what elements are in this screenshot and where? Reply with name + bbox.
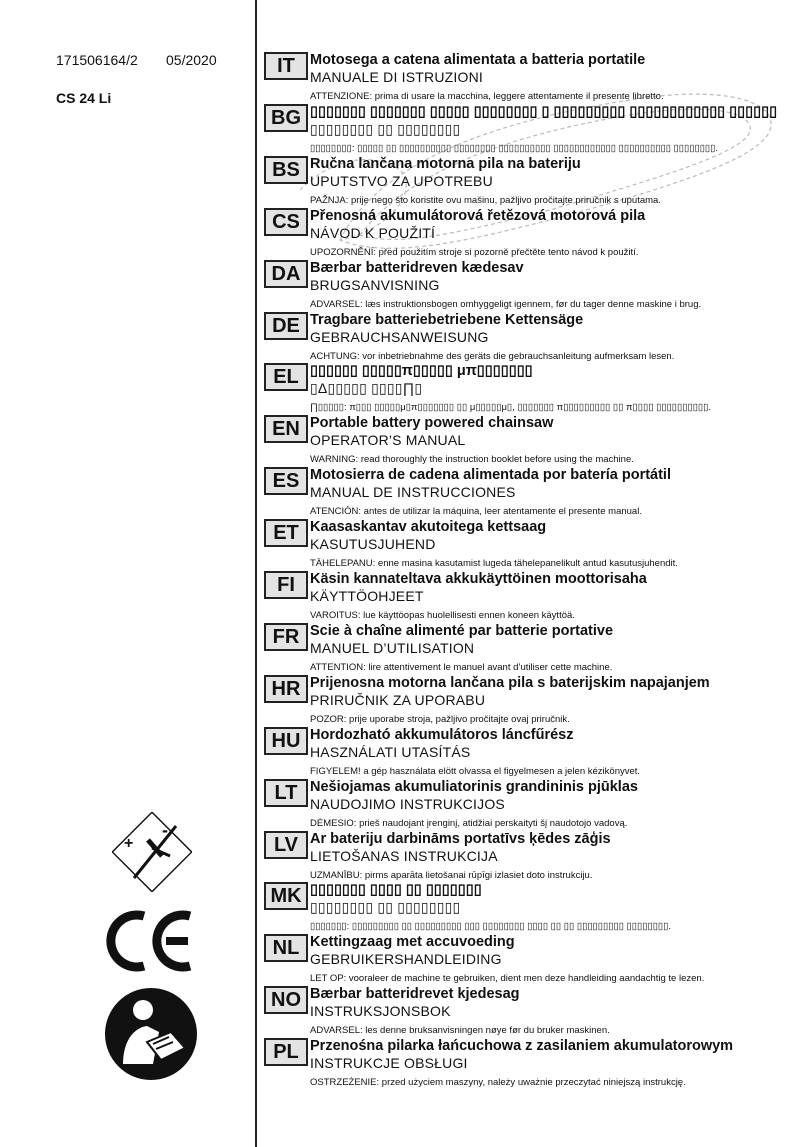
product-title: Motosega a catena alimentata a batteria portatile [310, 52, 646, 68]
product-title: Przenośna pilarka łańcuchowa z zasilaniem akumulatorowym [310, 1038, 734, 1054]
language-code-badge: PL [264, 1038, 308, 1066]
divider-line [255, 0, 257, 1147]
read-manual-icon [103, 986, 199, 1082]
battery-polarity-icon [112, 812, 192, 892]
language-code-badge: ET [264, 519, 308, 547]
language-code-badge: DA [264, 260, 308, 288]
manual-subtitle: ▯▯▯▯▯▯▯▯ ▯▯ ▯▯▯▯▯▯▯▯ [310, 121, 461, 137]
language-code-badge: EN [264, 415, 308, 443]
warning-text: FIGYELEM! a gép használata elött olvassa el figyelmesen a jelen kézikönyvet. [310, 766, 641, 777]
language-code-badge: BG [264, 104, 308, 132]
language-code-badge: CS [264, 208, 308, 236]
warning-text: ATENCIÓN: antes de utilizar la máquina, leer atentamente el presente manual. [310, 506, 642, 517]
language-code-badge: MK [264, 882, 308, 910]
warning-text: TÄHELEPANU: enne masina kasutamist lugeda tähelepanelikult antud kasutusjuhendit. [310, 558, 678, 569]
warning-text: ▯▯▯▯▯▯▯: ▯▯▯▯▯▯▯▯▯ ▯▯ ▯▯▯▯▯▯▯▯▯ ▯▯▯ ▯▯▯▯▯▯▯▯ ▯▯▯▯ ▯▯ ▯▯ ▯▯▯▯▯▯▯▯▯ ▯▯▯▯▯▯▯▯. [310, 921, 672, 932]
language-code-badge: HR [264, 675, 308, 703]
warning-text: DĖMESIO: prieš naudojant įrenginį, atidžiai perskaityti šį naudotojo vadovą. [310, 818, 628, 829]
language-code-badge: LT [264, 779, 308, 807]
manual-subtitle: UPUTSTVO ZA UPOTREBU [310, 173, 493, 189]
manual-subtitle: ▯▯▯▯▯▯▯▯ ▯▯ ▯▯▯▯▯▯▯▯ [310, 899, 461, 915]
product-title: Motosierra de cadena alimentada por batería portátil [310, 467, 671, 483]
manual-subtitle: NAUDOJIMO INSTRUKCIJOS [310, 796, 505, 812]
language-code-badge: BS [264, 156, 308, 184]
manual-subtitle: INSTRUKSJONSBOK [310, 1003, 451, 1019]
language-code-badge: FI [264, 571, 308, 599]
manual-subtitle: MANUALE DI ISTRUZIONI [310, 69, 483, 85]
warning-text: ▯▯▯▯▯▯▯▯: ▯▯▯▯▯ ▯▯ ▯▯▯▯▯▯▯▯▯▯ ▯▯▯▯▯▯▯▯ ▯▯▯▯▯▯▯▯▯▯ ▯▯▯▯▯▯▯▯▯▯▯▯ ▯▯▯▯▯▯▯▯▯▯ ▯▯▯▯▯▯▯▯. [310, 143, 719, 154]
product-title: Přenosná akumulátorová řetězová motorová pila [310, 208, 646, 224]
manual-subtitle: PRIRUČNIK ZA UPORABU [310, 692, 486, 708]
manual-subtitle: OPERATOR’S MANUAL [310, 432, 466, 448]
product-title: Bærbar batteridreven kædesav [310, 260, 524, 276]
manual-subtitle: MANUAL DE INSTRUCCIONES [310, 484, 516, 500]
warning-text: WARNING: read thoroughly the instruction booklet before using the machine. [310, 454, 634, 465]
warning-text: UPOZORNĚNÍ: před použitím stroje si pozorně přečtěte tento návod k použití. [310, 247, 639, 258]
product-title: Ručna lančana motorna pila na bateriju [310, 156, 581, 172]
language-code-badge: ES [264, 467, 308, 495]
product-title: Portable battery powered chainsaw [310, 415, 554, 431]
product-title: Scie à chaîne alimenté par batterie portative [310, 623, 614, 639]
language-code-badge: DE [264, 312, 308, 340]
product-title: ▯▯▯▯▯▯▯ ▯▯▯▯ ▯▯ ▯▯▯▯▯▯▯ [310, 882, 482, 898]
manual-subtitle: LIETOŠANAS INSTRUKCIJA [310, 848, 498, 864]
manual-subtitle: BRUGSANVISNING [310, 277, 440, 293]
manual-subtitle: ▯Δ▯▯▯▯▯ ▯▯▯▯∏▯ [310, 380, 423, 396]
warning-text: ∏▯▯▯▯▯: π▯▯▯ ▯▯▯▯▯μ▯π▯▯▯▯▯▯▯ ▯▯ μ▯▯▯▯▯μ▯, ▯▯▯▯▯▯▯ π▯▯▯▯▯▯▯▯▯ ▯▯ π▯▯▯▯ ▯▯▯▯▯▯▯▯▯▯. [310, 402, 712, 413]
product-title: Bærbar batteridrevet kjedesag [310, 986, 520, 1002]
language-code-badge: EL [264, 363, 308, 391]
warning-text: POZOR: prije uporabe stroja, pažljivo pročitajte ovaj priručnik. [310, 714, 570, 725]
document-number: 171506164/2 [56, 52, 138, 68]
product-title: Kaasaskantav akutoitega kettsaag [310, 519, 547, 535]
product-title: Ar bateriju darbināms portatīvs ķēdes zāģis [310, 831, 611, 847]
model-name: CS 24 Li [56, 90, 112, 106]
warning-text: VAROITUS: lue käyttöopas huolellisesti ennen koneen käyttöä. [310, 610, 575, 621]
warning-text: ADVARSEL: læs instruktionsbogen omhyggeligt igennem, før du tager denne maskine i brug. [310, 299, 702, 310]
warning-text: ATTENTION: lire attentivement le manuel avant d’utiliser cette machine. [310, 662, 613, 673]
manual-subtitle: INSTRUKCJE OBSŁUGI [310, 1055, 468, 1071]
warning-text: ATTENZIONE: prima di usare la macchina, leggere attentamente il presente libretto. [310, 91, 664, 102]
product-title: ▯▯▯▯▯▯▯ ▯▯▯▯▯▯▯ ▯▯▯▯▯ ▯▯▯▯▯▯▯▯ ▯ ▯▯▯▯▯▯▯▯▯ ▯▯▯▯▯▯▯▯▯▯▯▯ ▯▯▯▯▯▯ [310, 104, 778, 120]
manual-subtitle: HASZNÁLATI UTASÍTÁS [310, 744, 471, 760]
svg-text:-: - [162, 820, 168, 840]
warning-text: OSTRZEŻENIE: przed użyciem maszyny, należy uważnie przeczytać niniejszą instrukcję. [310, 1077, 686, 1088]
manual-subtitle: GEBRAUCHSANWEISUNG [310, 329, 489, 345]
manual-subtitle: NÁVOD K POUŽITÍ [310, 225, 436, 241]
manual-subtitle: MANUEL D’UTILISATION [310, 640, 475, 656]
product-title: Kettingzaag met accuvoeding [310, 934, 515, 950]
language-code-badge: FR [264, 623, 308, 651]
language-code-badge: NO [264, 986, 308, 1014]
svg-text:+: + [124, 835, 134, 852]
warning-text: LET OP: vooraleer de machine te gebruiken, dient men deze handleiding aandachtig te lezen. [310, 973, 705, 984]
language-code-badge: HU [264, 727, 308, 755]
language-code-badge: NL [264, 934, 308, 962]
warning-text: ACHTUNG: vor inbetriebnahme des geräts die gebrauchsanleitung aufmerksam lesen. [310, 351, 675, 362]
product-title: Tragbare batteriebetriebene Kettensäge [310, 312, 584, 328]
ce-mark-icon [106, 908, 196, 974]
product-title: Nešiojamas akumuliatorinis grandininis pjūklas [310, 779, 638, 795]
product-title: Hordozható akkumulátoros láncfűrész [310, 727, 574, 743]
language-code-badge: LV [264, 831, 308, 859]
product-title: Käsin kannateltava akkukäyttöinen moottorisaha [310, 571, 647, 587]
product-title: Prijenosna motorna lančana pila s baterijskim napajanjem [310, 675, 710, 691]
warning-text: UZMANĪBU: pirms aparāta lietošanai rūpīgi izlasiet doto instrukciju. [310, 870, 593, 881]
manual-subtitle: GEBRUIKERSHANDLEIDING [310, 951, 502, 967]
product-title: ▯▯▯▯▯▯ ▯▯▯▯▯π▯▯▯▯▯ μπ▯▯▯▯▯▯▯ [310, 363, 533, 379]
language-code-badge: IT [264, 52, 308, 80]
warning-text: ADVARSEL: les denne bruksanvisningen nøye før du bruker maskinen. [310, 1025, 610, 1036]
warning-text: PAŽNJA: prije nego što koristite ovu mašinu, pažljivo pročitajte priručnik s uputama. [310, 195, 661, 206]
document-date: 05/2020 [166, 52, 217, 68]
manual-subtitle: KASUTUSJUHEND [310, 536, 436, 552]
manual-subtitle: KÄYTTÖOHJEET [310, 588, 424, 604]
